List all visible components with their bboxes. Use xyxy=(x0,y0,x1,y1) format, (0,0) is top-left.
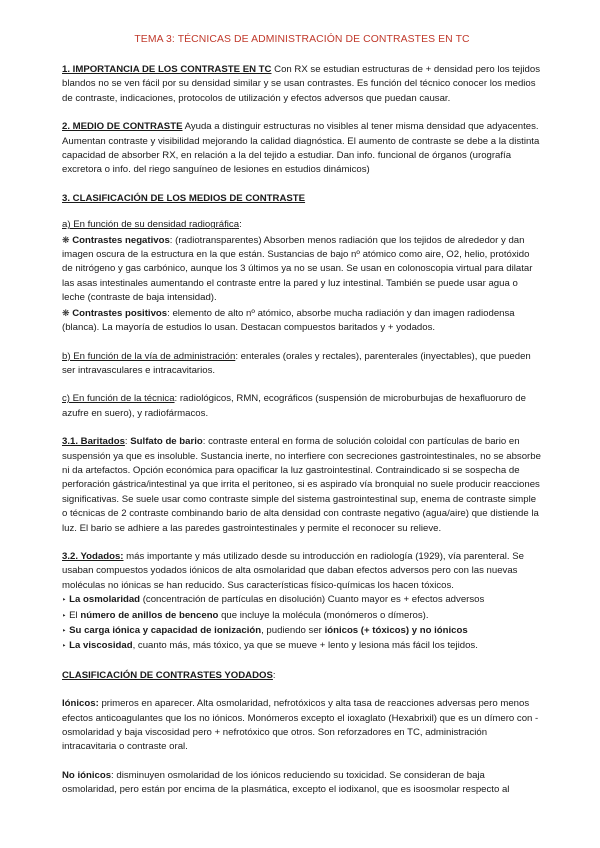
section-heading: CLASIFICACIÓN DE CONTRASTES YODADOS xyxy=(62,669,273,681)
subsection-heading: c) En función de la técnica xyxy=(62,393,175,405)
section-importancia xyxy=(62,63,542,106)
subsection-heading: b) En función de la vía de administración xyxy=(62,350,236,362)
section-heading: 3.2. Yodados: xyxy=(62,550,124,562)
section-heading: 3. CLASIFICACIÓN DE LOS MEDIOS DE CONTRASTE xyxy=(62,192,306,204)
section-heading: 2. MEDIO DE CONTRASTE xyxy=(62,121,183,133)
term-label: Iónicos: xyxy=(62,698,99,710)
subsection-densidad: a) En función de su densidad radiográfica: xyxy=(62,219,242,231)
list-item-anillos-benceno: ‣ El número de anillos de benceno que incluye la molécula (monómeros o dímeros). xyxy=(62,609,429,621)
term-label: No iónicos xyxy=(62,769,112,781)
subsection-via-administracion xyxy=(62,350,542,379)
term-text: : (radiotransparentes) Absorben menos radiación que los tejidos de alrededor y dan imagen oscura de la estructura en la que están. Sustancias de bajo nº atómico como aire, O2, helio, protóxido de nitrógeno y gas carbónico, aunque los 3 últimos ya no se usan. Se usan en colonoscopia virtual para dilatar las asas intestinales aumentando el contraste entre la pared y luz intestinal. También se puede usar agua o leche (contraste de baja intensidad). xyxy=(62,234,533,304)
list-item-viscosidad: ‣ La viscosidad, cuanto más, más tóxico, ya que se mueve + lento y lesiona más fácil los tejidos. xyxy=(62,640,478,652)
bullet-contrastes-positivos xyxy=(62,306,542,336)
term-label: Contrastes positivos xyxy=(72,307,168,319)
section-heading: 1. IMPORTANCIA DE LOS CONTRASTE EN TC xyxy=(62,64,272,75)
subsection-text: : enterales (orales y rectales), parenterales (inyectables), que pueden ser intravasculares e intracavitarios. xyxy=(62,350,531,376)
subsection-text: : radiológicos, RMN, ecográficos (suspensión de microburbujas de hexafluoruro de azufre en suero), y radiofármacos. xyxy=(62,393,526,419)
list-item-carga-ionica: ‣ Su carga iónica y capacidad de ionización, pudiendo ser iónicos (+ tóxicos) y no iónicos xyxy=(62,625,468,636)
paragraph-ionicos xyxy=(62,697,542,755)
term-label: Sulfato de bario xyxy=(130,436,203,448)
section-text: más importante y más utilizado desde su introducción en radiología (1929), vía parenteral. Se usaban compuestos yodados iónicos de alta osmolaridad que daban efectos adversos pero con las nuevas moléculas no iónicas se han reducido. Sus características físico-químicas los hacen tóxicos. xyxy=(62,550,524,591)
triangle-bullet-icon: ‣ xyxy=(62,643,67,651)
section-heading: 3.1. Baritados xyxy=(62,436,125,448)
document-title: TEMA 3: TÉCNICAS DE ADMINISTRACIÓN DE CONTRASTES EN TC xyxy=(134,34,470,45)
triangle-bullet-icon: ‣ xyxy=(62,597,67,605)
section-text: Con RX se estudian estructuras de + densidad pero los tejidos blandos no se ven fácil por su densidad similar y se usan contrastes. Es función del técnico conocer los medios de contraste, indicaciones, protocolos de utilización y efectos adversos que puedan causar. xyxy=(62,64,541,104)
term-label: Contrastes negativos xyxy=(72,234,170,246)
section-baritados: 3.1. Baritados: Sulfato de bario: contraste enteral en forma de solución coloidal con partículas de bario en suspensión ya que es insoluble. Sustancia inerte, no interfiere con secreciones gastrointestinales, no se absorbe ni da artefactos. Opción económica para opacificar la luz gastrointestinal. Contraindicado si se sospecha de perforación gástrica/intestinal ya que irrita el peritoneo, si es aspirado vía bronquial no suele producir reacciones significativas. Se suele usar como contraste simple del sistema gastrointestinal sup, enema de contraste simple o técnicas de 2 contraste combinando bario de alta densidad con contraste negativo (agua/aire) que distiende la luz. El bario se adhiere a las paredes gastrointestinales y permite el reconocer su relieve. xyxy=(62,436,541,534)
subsection-heading: a) En función de su densidad radiográfica xyxy=(62,219,240,231)
asterisk-bullet-icon: ❋ xyxy=(62,307,70,318)
section-medio-contraste xyxy=(62,120,542,178)
term-text: : elemento de alto nº atómico, absorbe mucha radiación y dan imagen radiodensa (blanca). La mayoría de estudios lo usan. Destacan compuestos baritados y + yodados. xyxy=(62,307,515,334)
subsection-tecnica xyxy=(62,392,542,421)
term-text: primeros en aparecer. Alta osmolaridad, nefrotóxicos y alta tasa de reacciones adversas pero menos efectos anticoagulantes que los no iónicos. Monómeros excepto el ioxaglato (Hexabrixil) que es un dímero con - osmolaridad y baja viscosidad pero + nefrotóxico que otros. Son reforzadores en TC, administración intracavitaria o contraste oral. xyxy=(62,698,539,753)
list-item-osmolaridad: ‣ La osmolaridad (concentración de partículas en disolución) Cuanto mayor es + efectos adversos xyxy=(62,594,485,606)
section-clasificacion-yodados: CLASIFICACIÓN DE CONTRASTES YODADOS: xyxy=(62,669,276,681)
bullet-contrastes-negativos xyxy=(62,233,542,306)
triangle-bullet-icon: ‣ xyxy=(62,628,67,635)
section-yodados xyxy=(62,550,542,593)
paragraph-no-ionicos xyxy=(62,769,542,798)
section-clasificacion-heading xyxy=(62,192,542,206)
section-text: : contraste enteral en forma de solución coloidal con partículas de bario en suspensión ya que es insoluble. Sustancia inerte, no interfiere con secreciones gastrointestinales, no se absorbe ni da artefactos. Opción económica para opacificar la luz gastrointestinal. Contraindicado si se sospecha de perforación gástrica/intestinal ya que irrita el peritoneo, si es aspirado vía bronquial no suele producir reacciones significativas. Se suele usar como contraste simple del sistema gastrointestinal sup, enema de contraste simple o técnicas de 2 contraste combinando bario de alta densidad con contraste negativo (agua/aire) que distiende la luz. El bario se adhiere a las paredes gastrointestinales y permite el reconocer su relieve. xyxy=(62,436,541,534)
section-text: Ayuda a distinguir estructuras no visibles al tener misma densidad que adyacentes. Aumentan contraste y visibilidad mejorando la calidad diagnóstica. El aumento de contraste se debe a la distinta capacidad de absorber RX, en relación a la del tejido a estudiar. Dan info. funcional de órganos (urografía excretora o info. del riego sanguíneo de lesiones en estudios dinámicos) xyxy=(62,121,540,176)
term-text: : disminuyen osmolaridad de los iónicos reduciendo su toxicidad. Se consideran de baja osmolaridad, pero están por encima de la plasmática, excepto el iodixanol, que es isoosmolar respecto al xyxy=(62,769,510,796)
triangle-bullet-icon: ‣ xyxy=(62,612,67,620)
asterisk-bullet-icon: ❋ xyxy=(62,234,70,245)
